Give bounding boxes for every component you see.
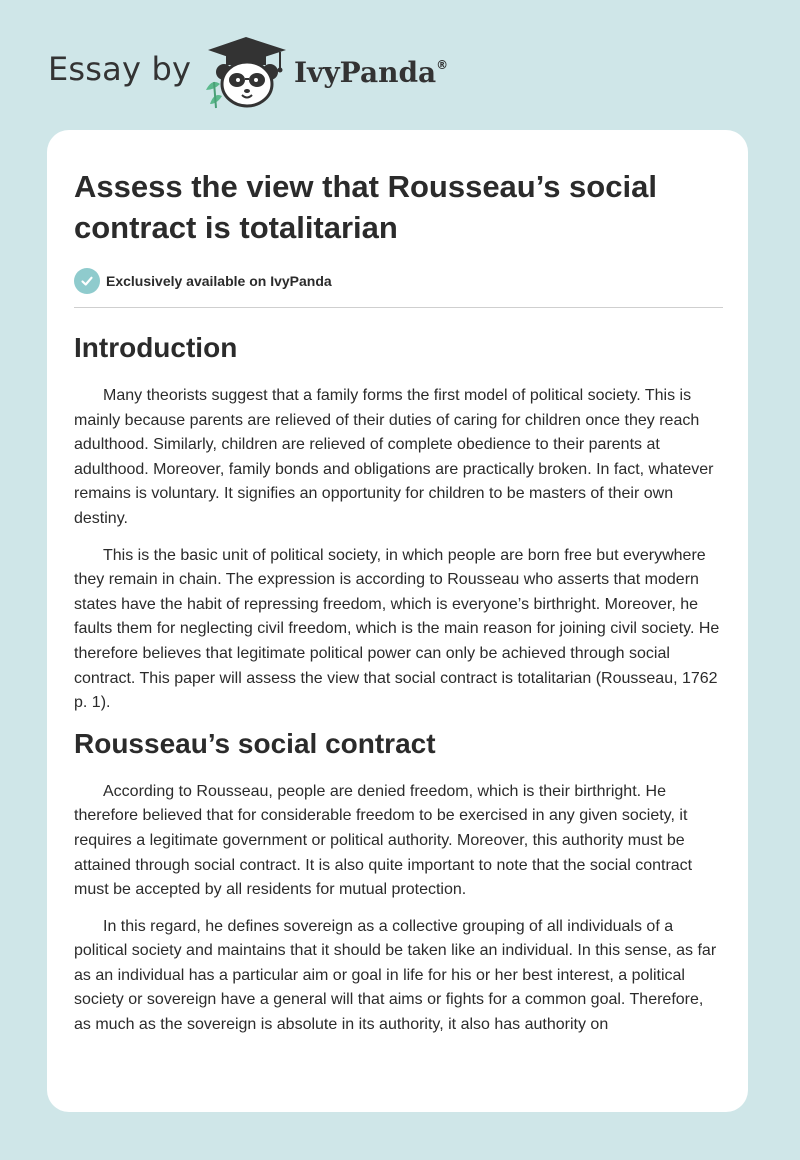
essay-by-label: Essay by: [48, 50, 192, 88]
essay-title: Assess the view that Rousseau’s social contract is totalitarian: [74, 169, 657, 245]
essay-card: [47, 130, 748, 1112]
registered-mark: ®: [436, 58, 449, 72]
section-heading-introduction: Introduction: [74, 332, 238, 363]
section-heading-social-contract: Rousseau’s social contract: [74, 727, 436, 759]
essay-content: [74, 166, 723, 1038]
title-divider: [74, 307, 723, 308]
paragraph: In this regard, he defines sovereign as a collective grouping of all individuals of a political society and maintains that it should be taken like an individual. In this sense, as far as an individual has a particular aim or goal in life for his or her best interest, a political society or sovereign have a general will that aims or fights for a common goal. Therefore, as much as the sovereign is absolute in its authority, it also has authority on: [74, 917, 717, 1034]
paragraph: According to Rousseau, people are denied freedom, which is their birthright. He therefore believed that for considerable freedom to be exercised in any given society, it requires a legitimate government or political authority. Moreover, this authority must be attained through social contract. It is also quite important to note that the social contract must be accepted by all residents for mutual protection.: [74, 782, 693, 899]
brand-name-text: IvyPanda: [294, 56, 437, 89]
brand-name[interactable]: [294, 56, 448, 89]
exclusive-badge: [74, 267, 723, 295]
paragraph: Many theorists suggest that a family forms the first model of political society. This is mainly because parents are relieved of their duties of caring for children once they reach adulthood. Similarly, children are relieved of complete obedience to their parents at adulthood. Moreover, family bonds and obligations are practically broken. In fact, whatever remains is voluntary. It signifies an opportunity for children to be masters of their own destiny.: [74, 387, 714, 527]
site-header: [0, 0, 800, 130]
panda-graduate-logo-icon[interactable]: [200, 34, 292, 110]
checkmark-circle-icon: [74, 268, 100, 294]
exclusive-badge-text: Exclusively available on IvyPanda: [106, 273, 332, 289]
paragraph: This is the basic unit of political society, in which people are born free but everywhere they remain in chain. The expression is according to Rousseau who asserts that modern states have the habit of repressing freedom, which is everyone’s birthright. Moreover, he faults them for neglecting civil freedom, which is the main reason for joining civil society. He therefore believes that legitimate political power can only be achieved through social contract. This paper will assess the view that social contract is totalitarian (Rousseau, 1762 p. 1).: [74, 546, 720, 712]
